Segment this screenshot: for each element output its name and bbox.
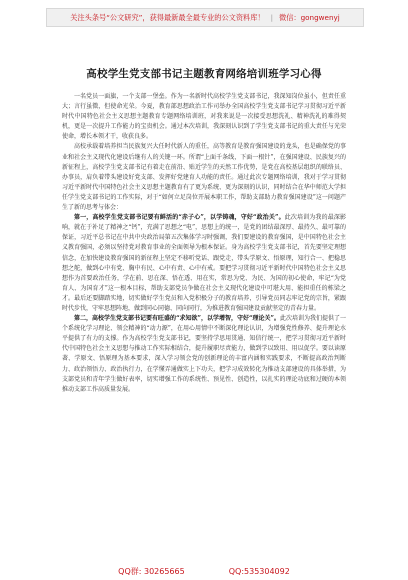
promo-banner-text: 关注头条号“公文研究”，获得最新最全最专业的公文资料库！ xyxy=(70,13,265,22)
paragraph-text: 高校承载着培养担当民族复兴大任时代新人的重任，高等教育是教育强国建设的龙头，也是确保党的事业和社会主义现代化建设后继有人的关键一环。所谓“上面千条线，下面一根针”，在强国建设、民族复兴的新征程上，高校学生党支部书记有着走在前沿、贴近学生的天然工作优势，是党在高校基层组织的联络员、办事员，肩负着带头建设好党支部、发挥好党建育人功能的责任。通过此次专题网络培训，我对于学习贯彻习近平新时代中国特色社会主义思想主题教育有了更为系统、更为深刻的认识，同时结合在华中师范大学担任学生党支部书记的工作实际，对于“如何立足岗位开展本职工作，帮助支部助力教育强国建设”这一问题产生了新的思考与体会： xyxy=(62,143,346,212)
contact-footer xyxy=(0,566,408,577)
paragraph-2 xyxy=(62,142,346,213)
promo-banner[interactable] xyxy=(46,8,364,27)
paragraph-text: 一名党员一面旗，一个支部一堡垒。作为一名新时代高校学生党支部书记，我深知岗位虽小，但责任重大；言行虽微，但使命光荣。今夏，教育部思想政治工作司举办全国高校学生党支部书记学习贯彻习近平新时代中国特色社会主义思想主题教育专题网络培训班，对我来说是一次接受思想洗礼、精神洗礼的难得契机，更是一次提升工作能力的宝贵机会。通过本次培训，我深刻认识到了学生党支部书记的重大责任与光荣使命，增长本领才干，收获良多。 xyxy=(62,93,346,141)
paragraph-1 xyxy=(62,92,346,142)
wechat-id: 微信：gongwenyj xyxy=(279,13,340,22)
document-body xyxy=(62,92,346,554)
section-heading-2: 第二，高校学生党支部书记要有旺盛的“求知欲”，以学增智，守好“理论关”。 xyxy=(74,315,280,323)
document-title: 高校学生党支部书记主题教育网络培训班学习心得 xyxy=(86,68,322,80)
paragraph-text: 此次培训为我们提供了一个系统化学习理论、领会精神的“动力源”，在用心用情中不断深化理论认识，为增强党性修养、提升理论水平提供了有力的支撑。作为高校学生党支部书记，要坚持学思用贯通、知信行统一，把学习贯彻习近平新时代中国特色社会主义思想与推动工作实际相结合，提升履职尽责能力，做到学以致用、用以促学。要以读原著、学原文、悟原理为基本要求，深入学习领会党的创新理论的丰富内涵和实践要求，不断提高政治判断力、政治领悟力、政治执行力，在学懂弄通做实上下功夫，把学习成效转化为推动支部建设的具体举措，为支部党员和青年学生做好表率，切实增强工作的系统性、预见性、创造性，以扎实的理论功底和过硬的本领推动支部工作高质量发展。 xyxy=(62,315,346,393)
paragraph-4 xyxy=(62,314,346,395)
promo-banner-separator: | xyxy=(270,13,273,22)
paragraph-text: 此次培训为我的最深影响，就在于补足了精神之“钙”，充满了思想之“电”，思想上的统一，是党的团结最深厚、最持久、最可靠的保证，习近平总书记在中共中央政治局第五次集体学习时强调，我们要建设的教育强国，是中国特色社会主义教育强国，必须以坚持党对教育事业的全面领导为根本保证。身为高校学生党支部书记，首先要坚定理想信念，在加快建设教育强国的新征程上坚定不移听党话、跟党走，带头学原文、悟原理，知行合一、把稳思想之舵，做到心中有党、胸中有民、心中有责、心中有戒。要把学习贯彻习近平新时代中国特色社会主义思想作为首要政治任务，学在前、思在深、悟在透、用在实，常思为党、为民、为国的初心使命，牢记“为党育人、为国育才”这一根本目标，帮助支部党员争做在社会主义现代化建设中可堪大用、能担重任的栋梁之才。最后还要脚踏实地，切实做好学生党员和入党积极分子的教育培养，引导党员同志牢记党的宗旨，紧跟时代步伐，守牢思想阵地，做到同心同德、同向同行，为推进教育强国建设贡献坚定的青春力量。 xyxy=(62,214,346,312)
section-heading-1: 第一，高校学生党支部书记要有鲜活的“赤子心”，以学铸魂，守好“政治关”。 xyxy=(74,214,285,222)
qq-number: QQ:535304092 xyxy=(228,567,290,576)
qq-group-number: QQ群: 30265665 xyxy=(118,567,185,576)
paragraph-3 xyxy=(62,213,346,314)
